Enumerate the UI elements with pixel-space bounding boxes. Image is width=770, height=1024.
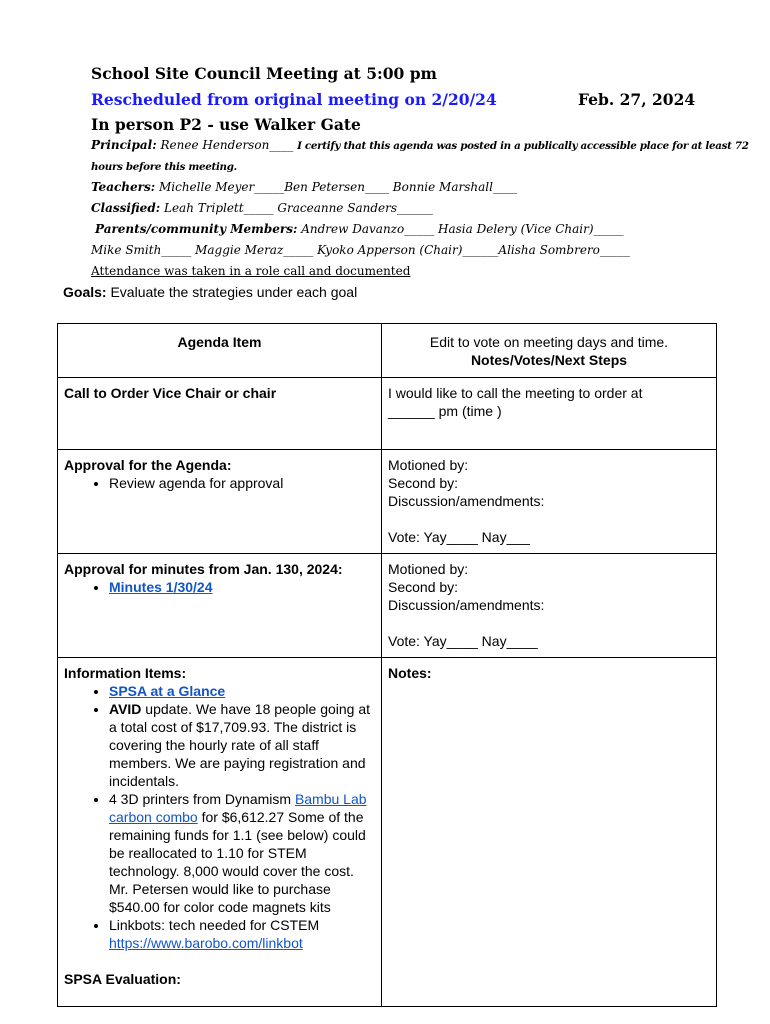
principal-label: Principal: <box>91 138 157 152</box>
notes-header <box>382 324 717 378</box>
notes-header-line1: Edit to vote on meeting days and time. <box>429 334 669 350</box>
linkbots-text: Linkbots: tech needed for CSTEM <box>109 917 320 933</box>
call-to-order-time: ______ pm (time ) <box>388 403 502 419</box>
meeting-title: School Site Council Meeting at 5:00 pm <box>91 64 437 83</box>
certify-statement: I certify that this agenda was posted in a publically accessible place for at least 72 <box>297 140 749 152</box>
information-items-title: Information Items: <box>64 665 187 681</box>
table-row <box>58 450 717 554</box>
spsa-evaluation: SPSA Evaluation: <box>64 971 181 987</box>
information-notes[interactable] <box>382 658 717 1007</box>
discussion-amendments: Discussion/amendments: <box>388 597 545 613</box>
approval-minutes-list <box>64 578 375 596</box>
list-item: • Review agenda for approval <box>109 474 375 492</box>
motioned-by: Motioned by: <box>388 561 469 577</box>
approval-agenda-item <box>58 450 382 554</box>
classified-names: Leah Triplett_____ Graceanne Sanders______ <box>163 201 434 215</box>
bambu-link[interactable]: Bambu Lab carbon combo <box>109 791 367 825</box>
barobo-link[interactable]: https://www.barobo.com/linkbot <box>109 935 303 951</box>
second-by: Second by: <box>388 579 459 595</box>
call-to-order-text: I would like to call the meeting to order at <box>388 385 643 401</box>
second-by: Second by: <box>388 475 459 491</box>
approval-minutes-notes[interactable] <box>382 554 717 658</box>
rescheduled-note: Rescheduled from original meeting on 2/20/24 <box>91 90 497 109</box>
certify-statement-cont: hours before this meeting. <box>91 161 237 173</box>
teachers-line <box>91 180 517 194</box>
printers-text: 4 3D printers from Dynamism <box>109 791 295 807</box>
approval-minutes-title: Approval for minutes from Jan. 130, 2024: <box>64 561 343 577</box>
avid-label: AVID <box>109 701 142 717</box>
call-to-order-notes[interactable] <box>382 378 717 450</box>
table-row <box>58 378 717 450</box>
call-to-order-item: Call to Order Vice Chair or chair <box>58 378 382 450</box>
teachers-label: Teachers: <box>91 180 156 194</box>
classified-label: Classified: <box>91 201 161 215</box>
approval-agenda-list <box>64 474 375 492</box>
meeting-date: Feb. 27, 2024 <box>578 90 696 109</box>
agenda-table <box>57 323 717 1007</box>
information-items <box>58 658 382 1007</box>
table-header-row <box>58 324 717 378</box>
printers-cost: for $6,612.27 Some of the remaining funds for 1.1 (see below) could be reallocated to 1.10 for STEM technology. 8,000 would cover the cost. <box>109 809 366 879</box>
goals-label: Goals: <box>63 284 107 300</box>
attendance-note: Attendance was taken in a role call and documented <box>91 264 411 278</box>
approval-agenda-notes[interactable] <box>382 450 717 554</box>
parents-line <box>95 222 624 236</box>
table-row <box>58 658 717 1007</box>
parents-line-2: Mike Smith_____ Maggie Meraz_____ Kyoko Apperson (Chair)______Alisha Sombrero_____ <box>91 243 630 257</box>
list-item <box>109 916 375 952</box>
parents-names: Andrew Davanzo_____ Hasia Delery (Vice Chair)_____ <box>301 222 624 236</box>
avid-text: update. We have 18 people going at a total cost of $17,709.93. The district is covering the hourly rate of all staff members. We are paying registration and incidentals. <box>109 701 371 789</box>
principal-line <box>91 138 749 152</box>
list-item <box>109 682 375 700</box>
teachers-names: Michelle Meyer_____Ben Petersen____ Bonnie Marshall____ <box>158 180 517 194</box>
information-items-list <box>64 682 375 952</box>
table-row <box>58 554 717 658</box>
vote-line: Vote: Yay____ Nay____ <box>388 633 538 649</box>
principal-name: Renee Henderson____ <box>160 138 294 152</box>
classified-line <box>91 201 433 215</box>
agenda-item-header: Agenda Item <box>58 324 382 378</box>
discussion-amendments: Discussion/amendments: <box>388 493 545 509</box>
meeting-location: In person P2 - use Walker Gate <box>91 115 361 134</box>
motioned-by: Motioned by: <box>388 457 469 473</box>
spsa-glance-link[interactable]: SPSA at a Glance <box>109 683 226 699</box>
list-item <box>109 578 375 596</box>
parents-label: Parents/community Members: <box>95 222 298 236</box>
list-item <box>109 700 375 790</box>
list-item <box>109 790 375 916</box>
minutes-link[interactable]: Minutes 1/30/24 <box>109 579 213 595</box>
magnets-text: Mr. Petersen would like to purchase $540.00 for color code magnets kits <box>109 881 331 915</box>
vote-line: Vote: Yay____ Nay___ <box>388 529 530 545</box>
notes-label: Notes: <box>388 665 432 681</box>
goals-line <box>63 284 357 300</box>
notes-header-line2: Notes/Votes/Next Steps <box>470 352 628 368</box>
goals-text: Evaluate the strategies under each goal <box>110 284 358 300</box>
approval-minutes-item <box>58 554 382 658</box>
approval-agenda-title: Approval for the Agenda: <box>64 457 232 473</box>
